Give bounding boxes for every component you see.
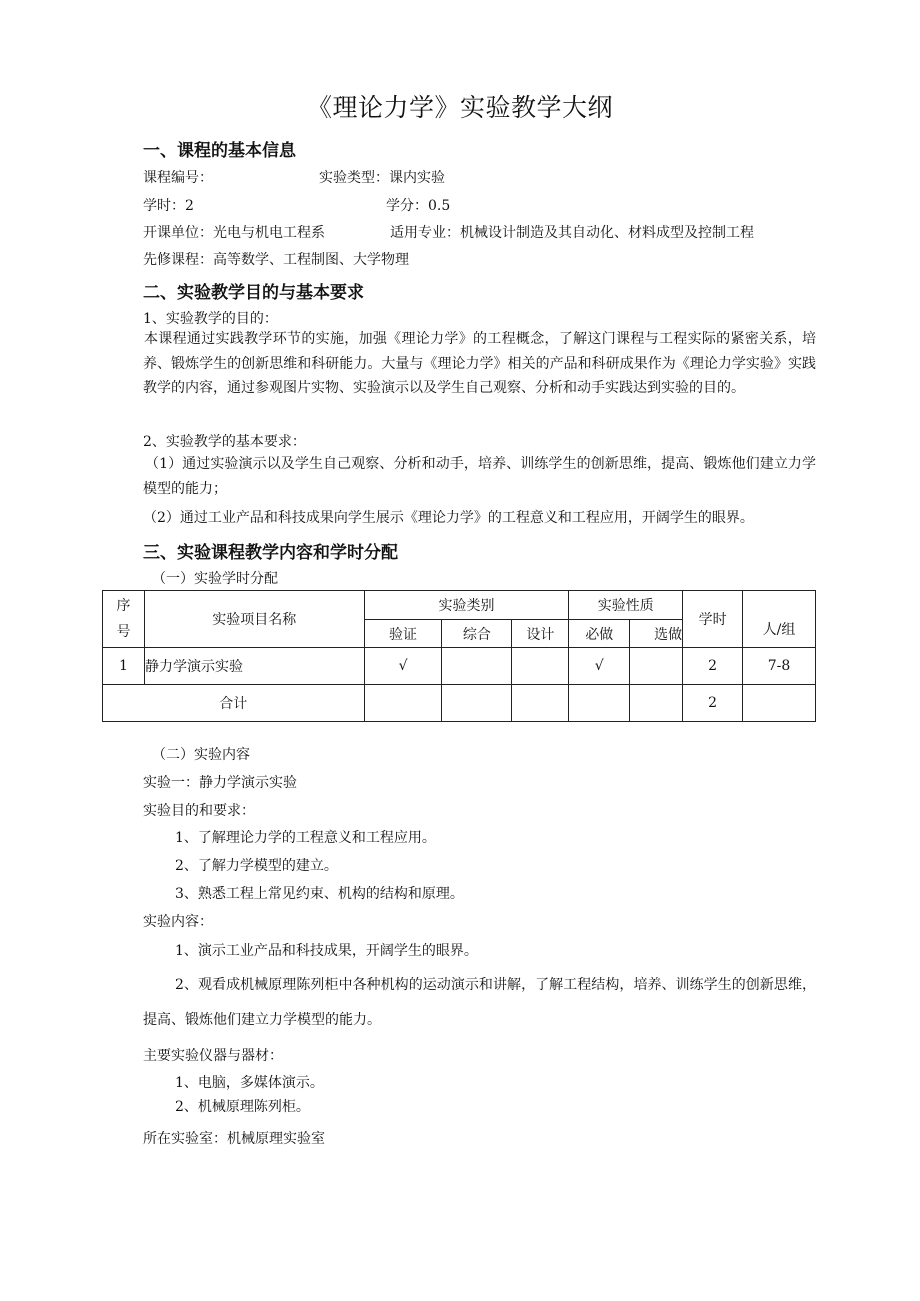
section1-heading: 一、课程的基本信息 bbox=[143, 141, 296, 161]
row-hours: 2 bbox=[683, 648, 743, 685]
row-verify: √ bbox=[364, 648, 442, 685]
row-group: 7-8 bbox=[743, 648, 816, 685]
row-design bbox=[512, 648, 569, 685]
row-comprehensive bbox=[442, 648, 512, 685]
content-item: 2、观看成机械原理陈列柜中各种机构的运动演示和讲解，了解工程结构，培养、训练学生的创新思维，提高、锻炼他们建立力学模型的能力。 bbox=[143, 977, 816, 1028]
row-required: √ bbox=[569, 648, 630, 685]
equipment-item: 2、机械原理陈列柜。 bbox=[175, 1099, 310, 1115]
hours: 学时：2 bbox=[143, 198, 194, 214]
goal-item: 2、了解力学模型的建立。 bbox=[175, 858, 338, 874]
header-group: 人/组 bbox=[743, 591, 816, 648]
content-item: 1、演示工业产品和科技成果，开阔学生的眼界。 bbox=[175, 943, 478, 959]
course-code: 课程编号： bbox=[143, 170, 213, 186]
experiment-1-title: 实验一：静力学演示实验 bbox=[143, 775, 297, 791]
requirements-label: 2、实验教学的基本要求： bbox=[143, 434, 306, 450]
header-nature: 实验性质 bbox=[569, 591, 683, 620]
header-design: 设计 bbox=[512, 620, 569, 648]
equipment-item: 1、电脑，多媒体演示。 bbox=[175, 1075, 324, 1091]
header-category: 实验类别 bbox=[364, 591, 569, 620]
requirement-1: （1）通过实验演示以及学生自己观察、分析和动手，培养、训练学生的创新思维，提高、锻炼他们建立力学模型的能力； bbox=[143, 456, 816, 497]
header-optional: 选做 bbox=[630, 620, 683, 648]
goal-item: 3、熟悉工程上常见约束、机构的结构和原理。 bbox=[175, 886, 464, 902]
subsection-hours-allocation: （一）实验学时分配 bbox=[152, 571, 278, 587]
header-required: 必做 bbox=[569, 620, 630, 648]
document-title: 《理论力学》实验教学大纲 bbox=[306, 93, 613, 122]
header-name: 实验项目名称 bbox=[144, 591, 364, 648]
experiment-type: 实验类型：课内实验 bbox=[319, 170, 445, 186]
goals-label: 实验目的和要求： bbox=[143, 803, 255, 819]
requirement-2: （2）通过工业产品和科技成果向学生展示《理论力学》的工程意义和工程应用，开阔学生的眼界。 bbox=[143, 510, 754, 526]
hours-allocation-table bbox=[102, 590, 816, 722]
section2-heading: 二、实验教学目的与基本要求 bbox=[143, 283, 364, 303]
table-total-row bbox=[103, 685, 816, 722]
header-verify: 验证 bbox=[364, 620, 442, 648]
laboratory: 所在实验室：机械原理实验室 bbox=[143, 1131, 325, 1147]
prerequisites: 先修课程：高等数学、工程制图、大学物理 bbox=[143, 252, 409, 268]
purpose-label: 1、实验教学的目的： bbox=[143, 311, 278, 327]
department: 开课单位：光电与机电工程系 bbox=[143, 225, 325, 241]
content-label: 实验内容： bbox=[143, 914, 213, 930]
total-hours: 2 bbox=[683, 685, 743, 722]
subsection-content: （二）实验内容 bbox=[152, 747, 250, 763]
row-optional bbox=[630, 648, 683, 685]
goal-item: 1、了解理论力学的工程意义和工程应用。 bbox=[175, 830, 436, 846]
row-name: 静力学演示实验 bbox=[144, 648, 364, 685]
credits: 学分：0.5 bbox=[386, 198, 451, 214]
applicable-majors: 适用专业：机械设计制造及其自动化、材料成型及控制工程 bbox=[390, 225, 754, 241]
header-seq: 序号 bbox=[103, 591, 145, 648]
row-seq: 1 bbox=[103, 648, 145, 685]
equipment-label: 主要实验仪器与器材： bbox=[143, 1048, 283, 1064]
table-row bbox=[103, 648, 816, 685]
section3-heading: 三、实验课程教学内容和学时分配 bbox=[143, 543, 398, 563]
total-label: 合计 bbox=[103, 685, 365, 722]
purpose-paragraph: 本课程通过实践教学环节的实施，加强《理论力学》的工程概念，了解这门课程与工程实际的紧密关系，培养、锻炼学生的创新思维和科研能力。大量与《理论力学》相关的产品和科研成果作为《理论力学实验》实践教学的内容，通过参观图片实物、实验演示以及学生自己观察、分析和动手实践达到实验的目的。 bbox=[143, 331, 816, 396]
header-comprehensive: 综合 bbox=[442, 620, 512, 648]
header-hours: 学时 bbox=[683, 591, 743, 648]
